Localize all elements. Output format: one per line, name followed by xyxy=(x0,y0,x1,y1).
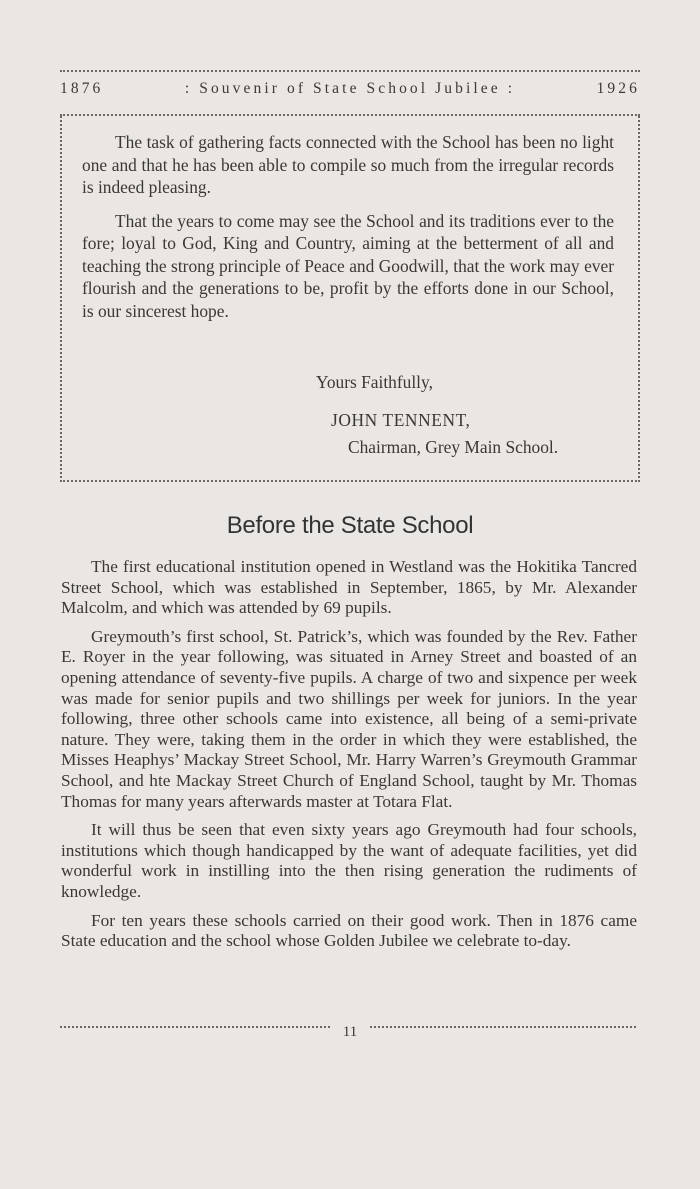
section-heading: Before the State School xyxy=(226,512,474,539)
intro-text xyxy=(82,131,614,333)
body-paragraph: Greymouth’s first school, St. Patrick’s, which was founded by the Rev. Father E. Royer in the year following, was situated in Arney Street and boasted of an opening attendance of seventy-five pupils. A charge of two and sixpence per week was made for senior pupils and two shillings per week for juniors. In the year following, three other schools came into existence, all being of a semi-private nature. They were, taking them in the order in which they were established, the Misses Heaphys’ Mackay Street School, Mr. Harry Warren’s Greymouth Grammar School, and hte Mackay Street Church of England School, taught by Mr. Thomas Thomas for many years afterwards master at Totara Flat. xyxy=(61,626,637,811)
intro-paragraph: That the years to come may see the School and its traditions ever to the fore; loyal to God, King and Country, aiming at the betterment of all and teaching the strong principle of Peace and Goodwill, that the work may ever flourish and the generations to be, profit by the efforts done in our School, is our sincerest hope. xyxy=(82,210,614,321)
footer-rule-right xyxy=(370,1026,636,1028)
header-year-end: 1926 xyxy=(596,80,640,97)
signatory-role: Chairman, Grey Main School. xyxy=(348,437,559,457)
body-paragraph: For ten years these schools carried on their good work. Then in 1876 came State education and the school whose Golden Jubilee we celebrate to-day. xyxy=(61,910,637,951)
header-rule-top xyxy=(60,70,640,72)
header-year-start: 1876 xyxy=(60,80,104,97)
signatory-name: JOHN TENNENT, xyxy=(331,410,471,430)
intro-paragraph: The task of gathering facts connected with the School has been no light one and that he has been able to compile so much from the irregular records is indeed pleasing. xyxy=(82,132,614,197)
header-title: : Souvenir of State School Jubilee : xyxy=(184,80,516,97)
body-paragraph: It will thus be seen that even sixty years ago Greymouth had four schools, institutions which though handicapped by the want of adequate facilities, yet did wonderful work in instilling into the then rising generation the rudiments of knowledge. xyxy=(61,820,637,901)
body-paragraph: The first educational institution opened in Westland was the Hokitika Tancred Street School, which was established in September, 1865, by Mr. Alexander Malcolm, and which was attended by 69 pupils. xyxy=(61,557,637,618)
closing: Yours Faithfully, xyxy=(316,372,433,392)
section-body xyxy=(61,557,637,960)
footer-rule-left xyxy=(60,1026,330,1028)
page-number: 11 xyxy=(342,1024,358,1040)
box-rule-bottom xyxy=(60,480,640,482)
running-header xyxy=(60,80,640,98)
